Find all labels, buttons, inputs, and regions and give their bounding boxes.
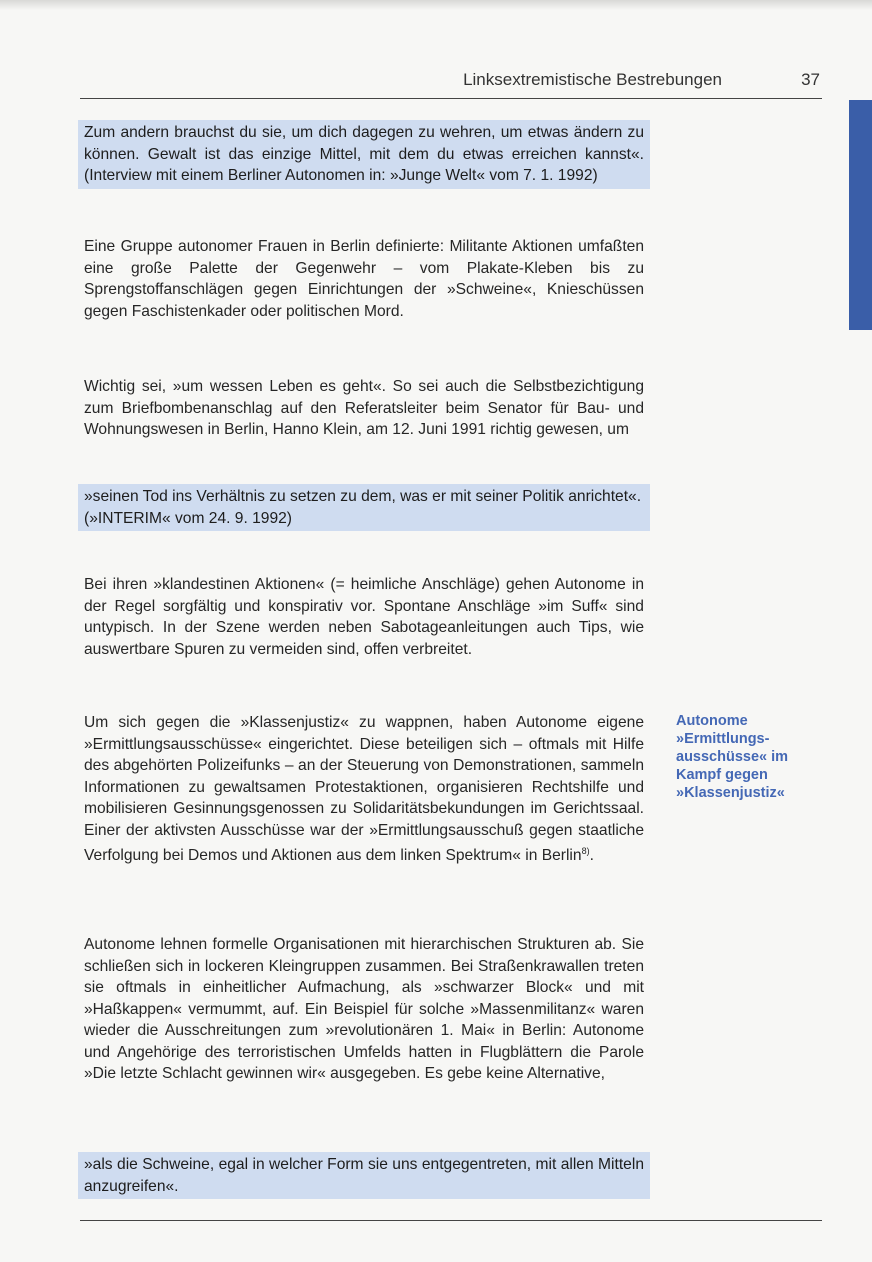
chapter-tab-marker — [849, 100, 872, 330]
paragraph-2 — [84, 376, 644, 441]
footer-rule — [80, 1220, 822, 1221]
margin-note-line: Kampf gegen — [676, 767, 768, 783]
header-rule — [80, 98, 822, 99]
paragraph-4: Um sich gegen die »Klassenjustiz« zu wappnen, haben Autonome eigene »Ermittlungsausschüsse« eingerichtet. Diese beteiligen sich – oftmals mit Hilfe des abgehörten Polizeifunks – an der Steuerung von Demonstrationen, sammeln Informationen zu gewaltsamen Protestaktionen, organisieren Rechtshilfe und mobilisieren Gesinnungsgenossen zu Solidaritätsbekundungen im Gerichtssaal. Einer der aktivsten Ausschüsse war der »Ermittlungsausschuß gegen staatliche Verfolgung bei Demos und Aktionen aus dem linken Spektrum« in Berlin$^{8)}$. — [84, 714, 644, 865]
paragraph-3 — [84, 574, 644, 660]
margin-note-line: ausschüsse« im — [676, 749, 789, 765]
paragraph-text: Eine Gruppe autonomer Frauen in Berlin definierte: Militante Aktionen umfaßten eine große Palette der Gegenwehr – vom Plakate-Kleben bis zu Sprengstoffanschlägen gegen Einrichtungen der »Schweine«, Knieschüssen gegen Faschistenkader oder politischen Mord. — [84, 238, 644, 320]
quote-text: »seinen Tod ins Verhältnis zu setzen zu dem, was er mit seiner Politik anrichtet«. — [84, 488, 642, 505]
quote-text: »als die Schweine, egal in welcher Form sie uns entgegentreten, mit allen Mitteln anzugreifen«. — [84, 1156, 644, 1195]
running-header — [80, 70, 822, 98]
header-title: Linksextremistische Bestrebungen — [463, 70, 722, 89]
quote-block-2 — [78, 484, 650, 531]
quote-block-3 — [78, 1152, 650, 1199]
paragraph-5 — [84, 934, 644, 1085]
quote-text: Zum andern brauchst du sie, um dich dagegen zu wehren, um etwas ändern zu können. Gewalt ist das einzige Mittel, mit dem du etwas erreichen kannst«. (Interview mit einem Berliner Autonomen in: »Junge Welt« vom 7. 1. 1992) — [84, 124, 644, 184]
paragraph-text: Wichtig sei, »um wessen Leben es geht«. So sei auch die Selbstbezichtigung zum Briefbombenanschlag auf den Referatsleiter beim Senator für Bau- und Wohnungswesen in Berlin, Hanno Klein, am 12. Juni 1991 richtig gewesen, um — [84, 378, 644, 438]
margin-note-line: Autonome — [676, 713, 748, 729]
footnote-reference[interactable]: 8) — [581, 846, 590, 856]
quote-source: (»INTERIM« vom 24. 9. 1992) — [84, 509, 292, 527]
quote-block-1 — [78, 120, 650, 189]
margin-note — [676, 712, 816, 802]
margin-note-line: »Klassenjustiz« — [676, 785, 785, 801]
paragraph-text: Bei ihren »klandestinen Aktionen« (= heimliche Anschläge) gehen Autonome in der Regel sorgfältig und konspirativ vor. Spontane Anschläge »im Suff« sind untypisch. In der Szene werden neben Sabotageanleitungen auch Tips, wie auswertbare Spuren zu vermeiden sind, offen verbreitet. — [84, 576, 644, 658]
paragraph-1 — [84, 236, 644, 322]
page-number: 37 — [801, 70, 820, 89]
margin-note-line: »Ermittlungs- — [676, 731, 770, 747]
paragraph-text: Autonome lehnen formelle Organisationen mit hierarchischen Strukturen ab. Sie schließen sich in lockeren Kleingruppen zusammen. Bei Straßenkrawallen treten sie oftmals in einheitlicher Aufmachung, als »schwarzer Block« und mit »Haßkappen« vermummt, auf. Ein Beispiel für solche »Massenmilitanz« waren wieder die Ausschreitungen zum »revolutionären 1. Mai« in Berlin: Autonome und Angehörige des terroristischen Umfelds hatten in Flugblättern die Parole »Die letzte Schlacht gewinnen wir« ausgegeben. Es gebe keine Alternative, — [84, 936, 644, 1082]
page-top-edge — [0, 0, 872, 10]
paragraph-text: Um sich gegen die »Klassenjustiz« zu wappnen, haben Autonome eigene »Ermittlungsausschüsse« eingerichtet. Diese beteiligen sich – oftmals mit Hilfe des abgehörten Polizeifunks – an der Steuerung von Demonstrationen, sammeln Informationen zu gewaltsamen Protestaktionen, organisieren Rechtshilfe und mobilisieren Gesinnungsgenossen zu Solidaritätsbekundungen im Gerichtssaal. Einer der aktivsten Ausschüsse war der »Ermittlungsausschuß gegen staatliche Verfolgung bei Demos und Aktionen aus dem linken Spektrum« in Berlin — [84, 714, 644, 865]
